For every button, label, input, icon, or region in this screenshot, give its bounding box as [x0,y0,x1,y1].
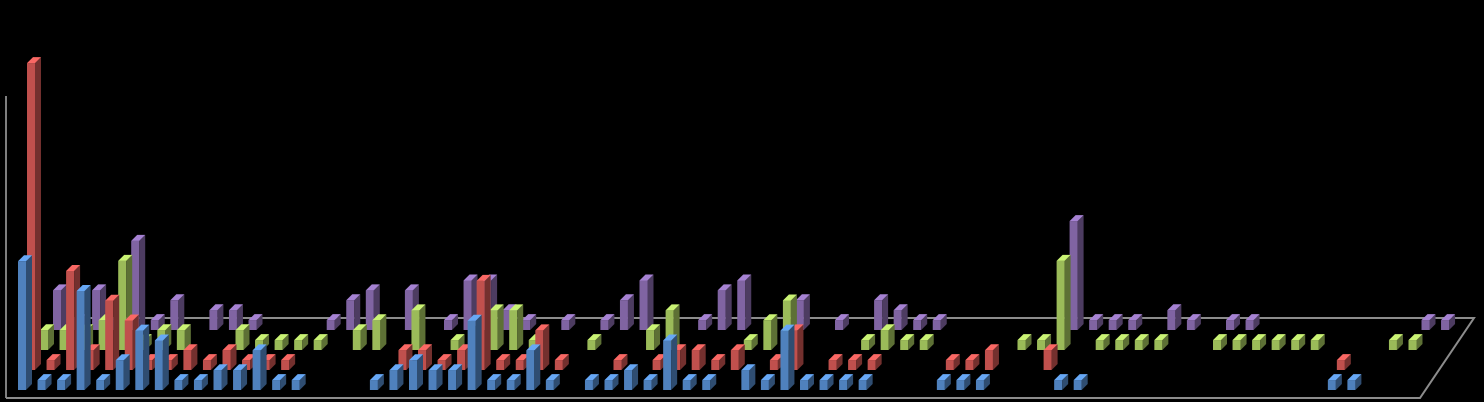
bar-front-face [555,360,563,370]
bar-front-face [605,380,613,390]
bar-s4-c15 [327,314,341,330]
bar-front-face [1070,221,1078,330]
bar-s1-c39 [761,374,775,390]
bar-side-face [35,57,41,370]
bar-side-face [476,315,482,390]
bar-front-face [135,331,143,390]
bar-front-face [1089,320,1097,330]
bar-front-face [353,330,361,350]
bar-s4-c45 [913,314,927,330]
bar-front-face [1044,350,1052,370]
bar-front-face [985,350,993,370]
bar-front-face [956,380,964,390]
bar-s2-c14 [281,354,295,370]
bar-s1-c50 [976,374,990,390]
bar-s2-c2 [47,354,61,370]
bar-s1-c55 [1074,374,1088,390]
bar-s4-c36 [737,275,751,331]
bar-side-face [261,344,267,390]
bar-s4-c9 [209,304,223,330]
bar-front-face [444,320,452,330]
bar-front-face [1135,340,1143,350]
bar-front-face [327,320,335,330]
bar-s1-c3 [57,374,71,390]
bar-s3-c38 [763,314,777,350]
bar-s1-c30 [585,374,599,390]
bar-s3-c18 [372,314,386,350]
bar-front-face [177,330,185,350]
bar-front-face [249,320,257,330]
bar-front-face [741,370,749,390]
bar-s1-c31 [605,374,619,390]
bar-s4-c62 [1246,314,1260,330]
bar-front-face [1128,320,1136,330]
bar-s1-c26 [507,374,521,390]
bar-s2-c43 [848,354,862,370]
bar-front-face [780,331,788,390]
bar-side-face [498,304,504,350]
bar-s1-c27 [526,344,540,390]
bar-front-face [894,310,902,330]
bar-front-face [587,340,595,350]
bar-front-face [1054,380,1062,390]
bar-front-face [800,380,808,390]
bar-s4-c27 [561,314,575,330]
bar-s4-c21 [444,314,458,330]
bar-front-face [496,360,504,370]
bar-side-face [380,314,386,350]
bar-s1-c12 [233,364,247,390]
bar-front-face [448,370,456,390]
bar-s3-c46 [920,334,934,350]
bar-front-face [874,300,882,330]
bar-s3-c62 [1233,334,1247,350]
bar-front-face [38,380,46,390]
bar-s3-c15 [314,334,328,350]
bar-s1-c6 [116,354,130,390]
bar-s1-c32 [624,364,638,390]
bar-s3-c45 [900,334,914,350]
bar-s4-c61 [1226,314,1240,330]
bar-front-face [490,310,498,350]
bar-front-face [253,350,261,390]
bar-s1-c41 [800,374,814,390]
bar-s4-c43 [874,294,888,330]
bar-s1-c24 [468,315,482,390]
bar-front-face [1246,320,1254,330]
bar-front-face [737,281,745,331]
bar-side-face [534,344,540,390]
bar-front-face [1074,380,1082,390]
bar-front-face [294,340,302,350]
bar-s2-c50 [985,344,999,370]
bar-front-face [702,380,710,390]
bar-front-face [620,300,628,330]
bar-s1-c14 [272,374,286,390]
bar-s4-c25 [522,314,536,330]
bar-s3-c66 [1311,334,1325,350]
bar-s2-c36 [711,354,725,370]
bar-s3-c24 [490,304,504,350]
bar-front-face [763,320,771,350]
bar-s3-c13 [275,334,289,350]
bar-s2-c31 [614,354,628,370]
bar-s1-c1 [18,255,32,390]
bar-front-face [281,360,289,370]
bar-front-face [653,360,661,370]
bar-side-face [628,294,634,330]
bar-s1-c5 [96,374,110,390]
bar-front-face [292,380,300,390]
bar-front-face [1109,320,1117,330]
bar-s2-c28 [555,354,569,370]
bar-front-face [644,380,652,390]
bar-front-face [881,330,889,350]
bar-front-face [209,310,217,330]
bar-front-face [275,340,283,350]
bar-s1-c23 [448,364,462,390]
bar-front-face [314,340,322,350]
bar-side-face [788,325,794,390]
bar-front-face [409,360,417,390]
bar-front-face [214,370,222,390]
bar-front-face [516,360,524,370]
bar-side-face [85,285,91,390]
bar-s4-c54 [1089,314,1103,330]
bar-s3-c65 [1291,334,1305,350]
bar-s1-c2 [38,374,52,390]
bar-side-face [745,275,751,331]
bar-s2-c68 [1337,354,1351,370]
bar-front-face [174,380,182,390]
bar-side-face [485,275,491,370]
bar-front-face [976,380,984,390]
bar-front-face [761,380,769,390]
bar-s3-c20 [411,304,425,350]
bar-front-face [233,370,241,390]
bar-front-face [913,320,921,330]
bar-s3-c58 [1154,334,1168,350]
bar-front-face [53,290,61,330]
bar-front-face [770,360,778,370]
bar-front-face [40,330,48,350]
bar-s1-c68 [1328,374,1342,390]
bar-s1-c7 [135,325,149,390]
bar-front-face [203,360,211,370]
bar-front-face [183,350,191,370]
bar-side-face [543,324,549,370]
bar-s3-c37 [744,334,758,350]
bar-side-face [1065,255,1071,350]
bar-front-face [272,380,280,390]
bar-front-face [859,380,867,390]
bar-s1-c54 [1054,374,1068,390]
bar-s1-c43 [839,374,853,390]
bar-front-face [236,330,244,350]
bar-front-face [624,370,632,390]
bar-s4-c7 [170,294,184,330]
bar-front-face [1213,340,1221,350]
bar-side-face [1078,215,1084,330]
bar-front-face [1096,340,1104,350]
bar-front-face [346,300,354,330]
bar-s4-c58 [1167,304,1181,330]
bar-front-face [663,341,671,391]
bar-front-face [1115,340,1123,350]
bar-side-face [726,284,732,330]
bar-s1-c28 [546,374,560,390]
bar-s4-c16 [346,294,360,330]
bar-front-face [1154,340,1162,350]
bar-s1-c69 [1347,374,1361,390]
bar-side-face [517,304,523,350]
bar-front-face [698,320,706,330]
bar-s4-c30 [620,294,634,330]
bar-s3-c57 [1135,334,1149,350]
bar-s1-c33 [644,374,658,390]
bar-front-face [546,380,554,390]
bar-side-face [419,304,425,350]
bar-front-face [526,350,534,390]
bar-front-face [1252,340,1260,350]
bar-s3-c51 [1018,334,1032,350]
bar-front-face [18,261,26,390]
bar-side-face [771,314,777,350]
bar-s4-c53 [1070,215,1084,330]
bar-s1-c4 [77,285,91,390]
bar-s4-c71 [1422,314,1436,330]
bar-front-face [468,321,476,390]
bar-side-face [648,275,654,331]
bar-side-face [804,294,810,330]
bar-front-face [946,360,954,370]
bar-s4-c59 [1187,314,1201,330]
bar-front-face [105,301,113,370]
bar-s1-c22 [429,364,443,390]
bar-s3-c25 [509,304,523,350]
bar-front-face [848,360,856,370]
bar-front-face [1347,380,1355,390]
bar-s1-c49 [956,374,970,390]
bar-front-face [194,380,202,390]
bar-front-face [731,350,739,370]
bar-front-face [820,380,828,390]
bar-s4-c55 [1109,314,1123,330]
bar-front-face [451,340,459,350]
bar-s3-c63 [1252,334,1266,350]
bar-side-face [797,324,803,370]
bar-front-face [900,340,908,350]
bar-front-face [1441,320,1449,330]
bar-front-face [600,320,608,330]
bar-front-face [1422,320,1430,330]
bar-s2-c35 [692,344,706,370]
bar-front-face [389,370,397,390]
bar-front-face [718,290,726,330]
bar-s1-c9 [174,374,188,390]
bar-s2-c10 [203,354,217,370]
bar-front-face [487,380,495,390]
bar-front-face [96,380,104,390]
bar-front-face [829,360,837,370]
bar-front-face [839,380,847,390]
bar-side-face [26,255,32,390]
bar-s1-c11 [214,364,228,390]
bar-front-face [66,271,74,370]
bar-s1-c20 [389,364,403,390]
bar-s3-c1 [40,324,54,350]
bar-front-face [429,370,437,390]
bar-front-face [1233,340,1241,350]
bar-front-face [585,380,593,390]
bar-s4-c41 [835,314,849,330]
bar-front-face [116,360,124,390]
bar-s1-c35 [683,374,697,390]
bar-s1-c36 [702,374,716,390]
bar-s4-c1 [53,284,67,330]
bar-s1-c48 [937,374,951,390]
bar-s1-c15 [292,374,306,390]
bar-front-face [1328,380,1336,390]
bar-front-face [711,360,719,370]
bar-s3-c14 [294,334,308,350]
bar-front-face [522,320,530,330]
bar-front-face [77,291,85,390]
bar-s4-c35 [718,284,732,330]
bar-front-face [1389,340,1397,350]
bar-s4-c56 [1128,314,1142,330]
bar-s3-c64 [1272,334,1286,350]
bar-front-face [170,300,178,330]
bar-s2-c25 [496,354,510,370]
bar-front-face [372,320,380,350]
bar-s2-c42 [829,354,843,370]
bar-front-face [1037,340,1045,350]
bar-s1-c21 [409,354,423,390]
bar-front-face [229,310,237,330]
bar-s2-c44 [868,354,882,370]
bar-front-face [1226,320,1234,330]
bar-front-face [646,330,654,350]
bar-front-face [744,340,752,350]
bar-s1-c34 [663,335,677,391]
bar-front-face [561,320,569,330]
bar-front-face [1272,340,1280,350]
bar-s4-c34 [698,314,712,330]
bars-layer [18,57,1455,390]
bar-s4-c11 [249,314,263,330]
bar-front-face [370,380,378,390]
bar-s1-c38 [741,364,755,390]
bar-side-face [671,335,677,391]
bar-side-face [139,235,145,330]
bar-front-face [1291,340,1299,350]
bar-s3-c70 [1389,334,1403,350]
bar-front-face [1187,320,1195,330]
bar-front-face [965,360,973,370]
bar-s2-c5 [105,295,119,370]
bar-front-face [1337,360,1345,370]
bar-s2-c48 [946,354,960,370]
bar-s4-c31 [640,275,654,331]
bar-s3-c71 [1409,334,1423,350]
bar-s1-c8 [155,335,169,391]
bar-front-face [1311,340,1319,350]
bar-side-face [417,354,423,390]
bar-front-face [1167,310,1175,330]
bar-s4-c46 [933,314,947,330]
bar-side-face [124,354,130,390]
bar-front-face [151,320,159,330]
bar-s3-c43 [861,334,875,350]
bar-front-face [155,341,163,391]
bar-s1-c42 [820,374,834,390]
bar-s3-c55 [1096,334,1110,350]
bar-s4-c29 [600,314,614,330]
bar-front-face [411,310,419,350]
bar-front-face [861,340,869,350]
bar-front-face [920,340,928,350]
bar-front-face [507,380,515,390]
bar-front-face [683,380,691,390]
bar-front-face [509,310,517,350]
bar-side-face [143,325,149,390]
bar-s3-c29 [587,334,601,350]
bar-front-face [1018,340,1026,350]
bar-s1-c40 [780,325,794,390]
bar-s3-c53 [1057,255,1071,350]
bar-front-face [933,320,941,330]
bar-front-face [57,380,65,390]
bar-front-face [868,360,876,370]
bar-s3-c56 [1115,334,1129,350]
bar-s1-c13 [253,344,267,390]
bar-s2-c37 [731,344,745,370]
bar-front-face [1057,261,1065,350]
bar-front-face [640,281,648,331]
bar-front-face [1409,340,1417,350]
bar-s4-c44 [894,304,908,330]
bar-side-face [163,335,169,391]
bar-s2-c49 [965,354,979,370]
bar-s1-c25 [487,374,501,390]
bar-s1-c19 [370,374,384,390]
bar-front-face [937,380,945,390]
bar-s4-c72 [1441,314,1455,330]
bar-front-face [47,360,55,370]
bar-s1-c10 [194,374,208,390]
bar-s1-c44 [859,374,873,390]
bar-s3-c61 [1213,334,1227,350]
bar-front-face [614,360,622,370]
bar-front-face [835,320,843,330]
bar-front-face [692,350,700,370]
